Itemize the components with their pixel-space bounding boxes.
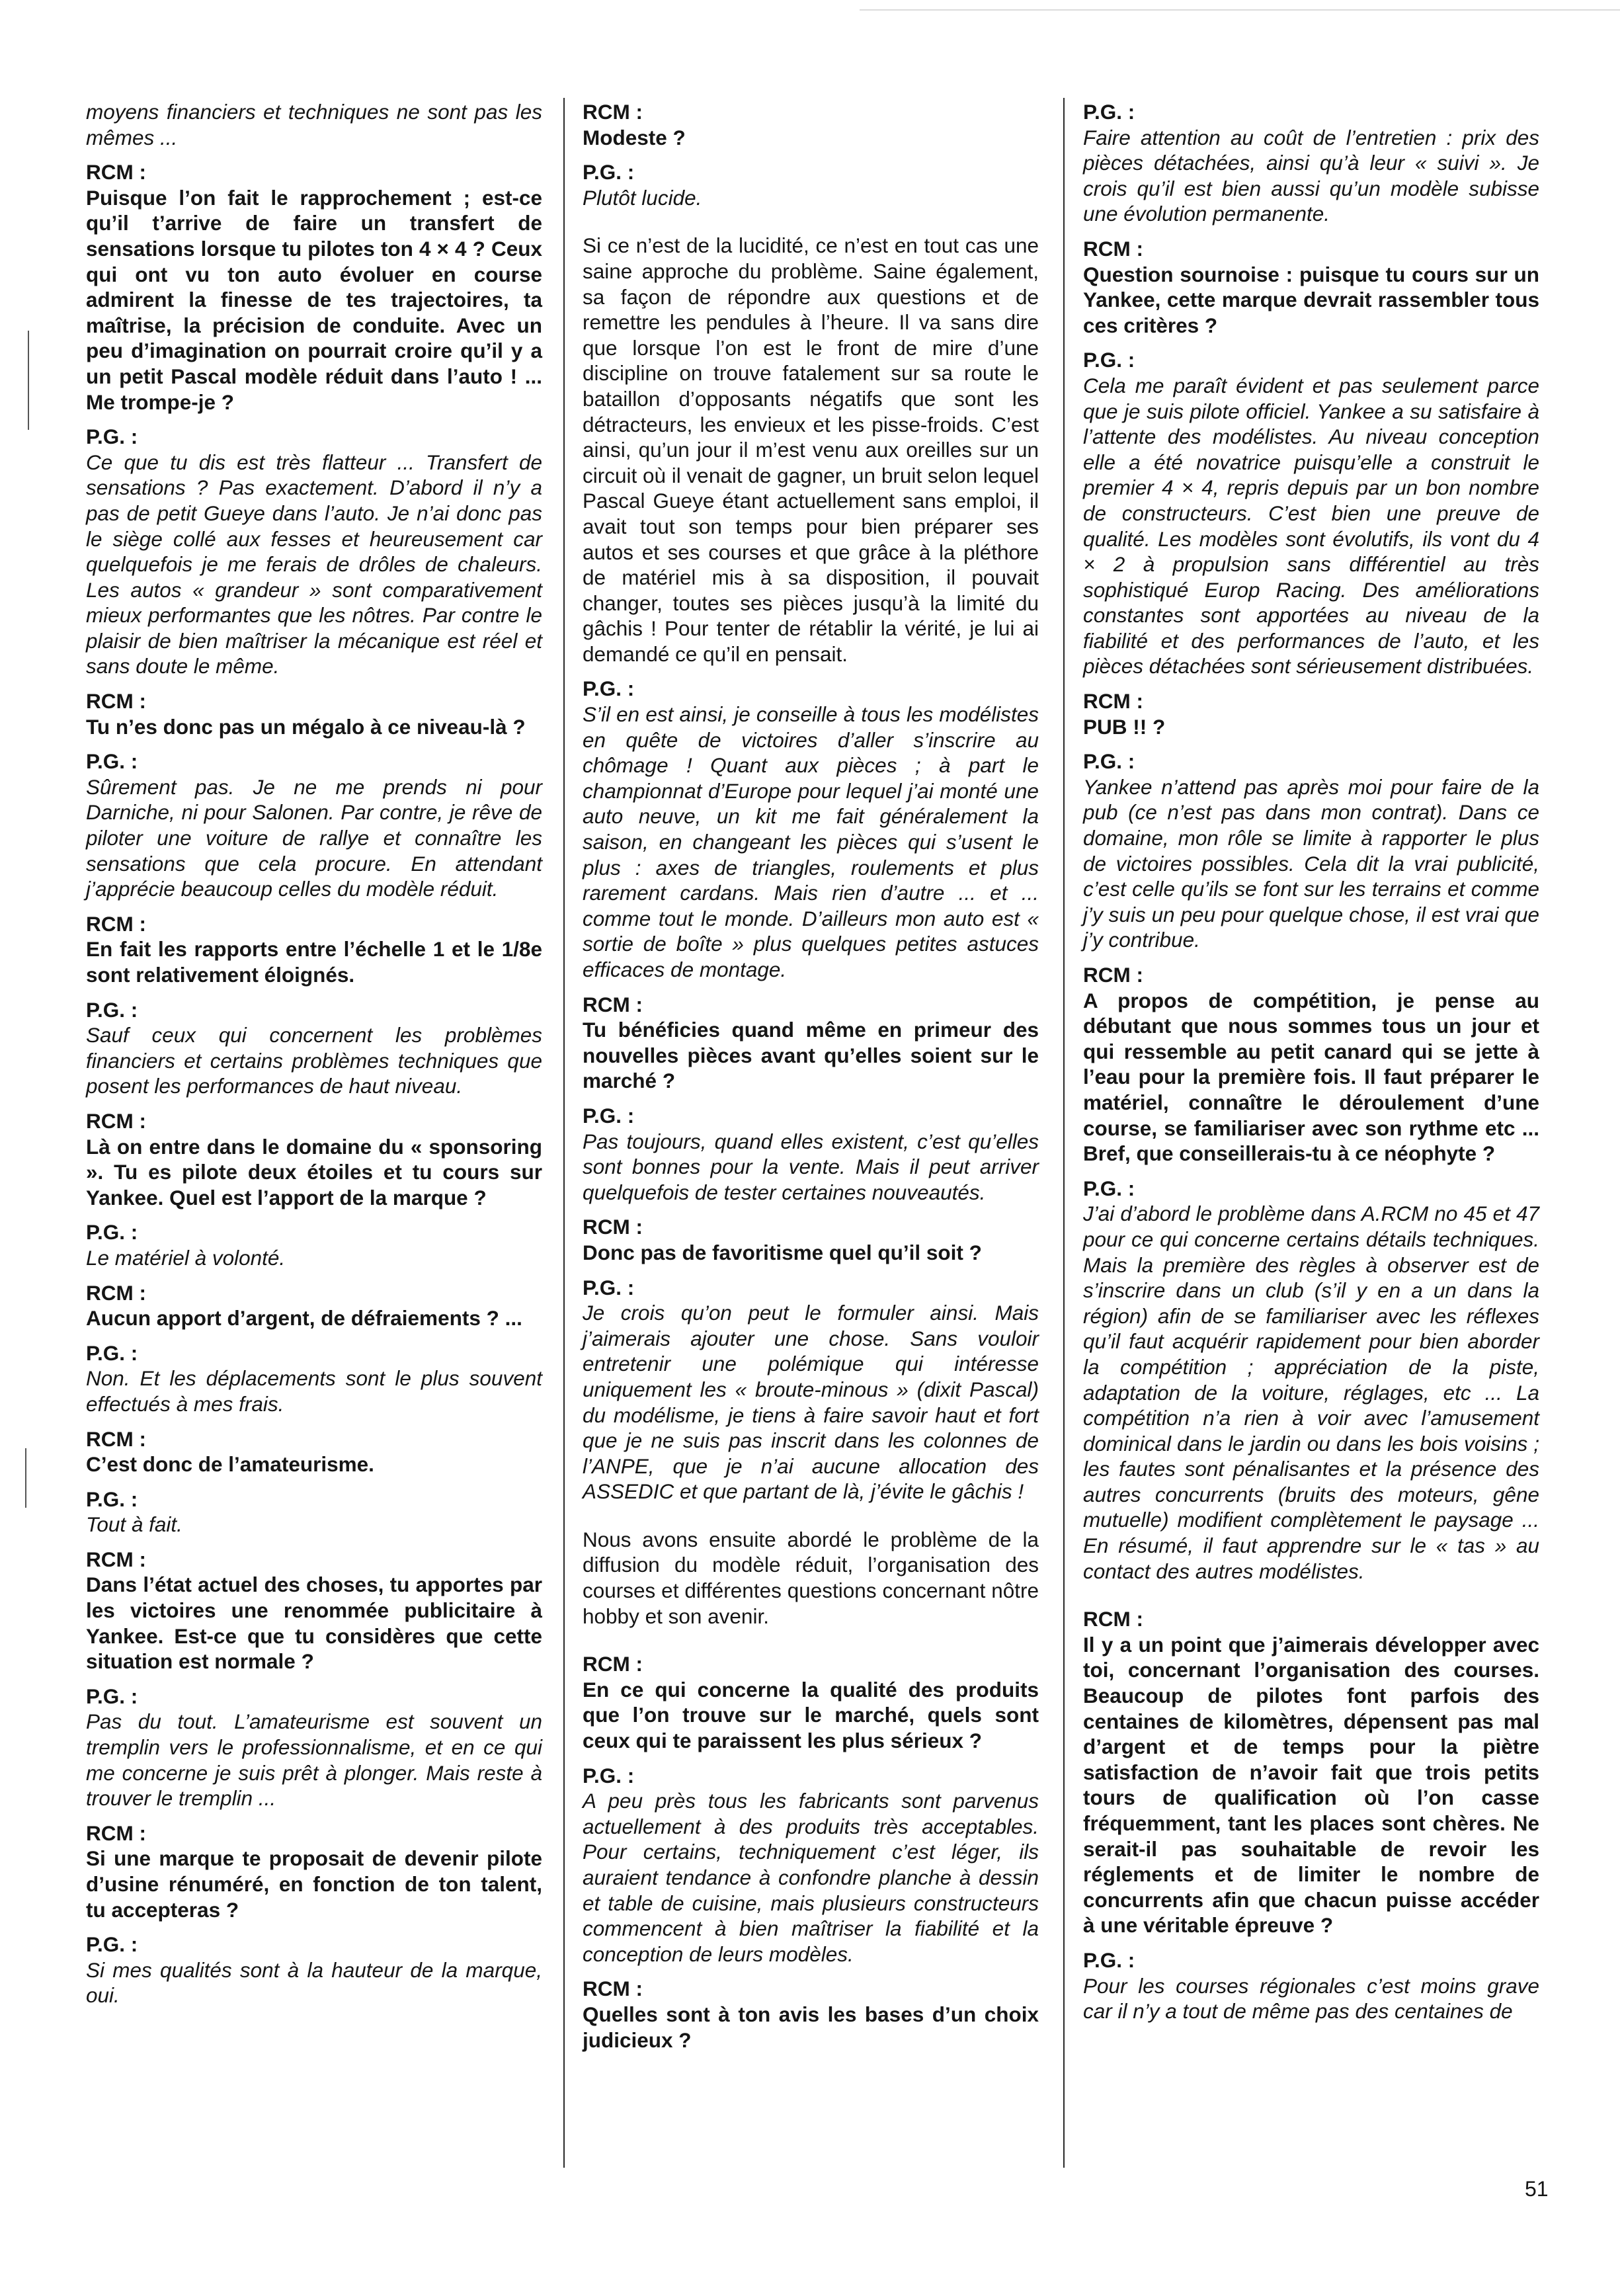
question-text: Donc pas de favoritisme quel qu’il soit ? [583, 1240, 982, 1264]
answer-text: Yankee n’attend pas après moi pour faire de la pub (ce n’est pas dans mon contrat). Dans ce domaine, mon rôle se limite à rapporter le plus de victoires possibles. Cela dit la vrai publicité, c’est celle qu’ils se font sur les terrains et comme j’y suis un peu pour quelque chose, il est vrai que j’y contribue. [1083, 774, 1539, 952]
answer-text: Sauf ceux qui concernent les problèmes financiers et certains problèmes techniques que posent les performances de haut niveau. [86, 1023, 542, 1098]
margin-mark [28, 331, 29, 430]
answer-text: Pour les courses régionales c’est moins grave car il n’y a tout de même pas des centaines de [1083, 1973, 1539, 2024]
top-rule [860, 9, 1620, 11]
question-block [583, 1214, 1039, 1265]
answer-block [86, 1684, 542, 1811]
question-text: Dans l’état actuel des choses, tu apportes par les victoires une renommée publicitaire à Yankee. Est-ce que tu considères que cette situation est normale ? [86, 1573, 542, 1674]
speaker-label: RCM : [86, 1426, 146, 1451]
margin-mark [25, 1448, 26, 1508]
question-block [583, 1976, 1039, 2053]
speaker-label: P.G. : [86, 997, 138, 1022]
column-2 [583, 99, 1039, 2053]
answer-text: S’il en est ainsi, je conseille à tous les modélistes en quête de victoires d’aller s’inscrire au chômage ! Quant aux pièces ; à part le championnat d’Europe pour lequel j’ai monté une auto neuve, un kit me fait généralement la saison, en changeant les pièces qui s’usent le plus : axes de triangles, roulements et plus rarement cardans. Mais rien d’autre ... et ... comme tout le monde. D’ailleurs mon auto est « sortie de boîte » plus quelques petites astuces efficaces de montage. [583, 702, 1039, 981]
answer-text: Cela me paraît évident et pas seulement parce que je suis pilote officiel. Yankee a su satisfaire à l’attente des modélistes. Au niveau conception elle a été novatrice puisqu’elle a construit le premier 4 × 4, repris depuis par un bon nombre de constructeurs. C’est bien une preuve de qualité. Les modèles sont évolutifs, ils vont du 4 × 2 à propulsion sans différentiel au très sophistiqué Europ Racing. Des améliorations constantes sont apportées au niveau de la fiabilité et des performances de l’auto, et les pièces détachées sont sérieusement distribuées. [1083, 373, 1539, 678]
answer-text: Sûrement pas. Je ne me prends ni pour Darniche, ni pour Salonen. Par contre, je rêve de piloter une voiture de rallye et connaître les sensations que cela procure. En attendant j’apprécie beaucoup celles du modèle réduit. [86, 774, 542, 901]
answer-text: Si mes qualités sont à la hauteur de la marque, oui. [86, 1957, 542, 2008]
speaker-label: RCM : [86, 1108, 146, 1133]
question-text: En fait les rapports entre l’échelle 1 et le 1/8e sont relativement éloignés. [86, 937, 542, 987]
narrative-text: Nous avons ensuite abordé le problème de la diffusion du modèle réduit, l’organisation des courses et différentes questions concernant nôtre hobby et son avenir. [583, 1527, 1039, 1628]
speaker-label: P.G. : [86, 425, 138, 449]
speaker-label: P.G. : [1083, 1948, 1135, 1972]
question-text: Si une marque te proposait de devenir pilote d’usine rénuméré, en fonction de ton talent, tu accepteras ? [86, 1846, 542, 1922]
question-block [86, 1426, 542, 1477]
speaker-label: RCM : [583, 100, 643, 124]
question-block [583, 99, 1039, 150]
question-block [86, 911, 542, 988]
speaker-label: RCM : [86, 1547, 146, 1571]
speaker-label: P.G. : [1083, 1176, 1135, 1200]
answer-block [1083, 1176, 1539, 1584]
question-block [86, 1547, 542, 1674]
answer-text: Non. Et les déplacements sont le plus souvent effectués à mes frais. [86, 1366, 542, 1416]
speaker-label: RCM : [1083, 963, 1143, 987]
question-text: Question sournoise : puisque tu cours sur un Yankee, cette marque devrait rassembler tous ces critères ? [1083, 262, 1539, 337]
speaker-label: RCM : [86, 911, 146, 936]
question-text: Tu bénéficies quand même en primeur des nouvelles pièces avant qu’elles soient sur le marché ? [583, 1018, 1039, 1093]
speaker-label: P.G. : [583, 1275, 635, 1299]
speaker-label: P.G. : [583, 676, 635, 701]
answer-block [86, 424, 542, 679]
question-block [1083, 236, 1539, 338]
answer-block [86, 1487, 542, 1538]
narrative-text: Si ce n’est de la lucidité, ce n’est en tout cas une saine approche du problème. Saine également, sa façon de répondre aux questions et de remettre les pendules à l’heure. Il va sans dire que lorsque l’on est le front de mire d’une discipline on trouve fatalement sur sa route le bataillon d’opposants négatifs que sont les détracteurs, les envieux et les pisse-froids. C’est ainsi, qu’un jour il m’est venu aux oreilles sur un circuit où il venait de gagner, un bruit selon lequel Pascal Gueye étant actuellement sans emploi, il avait tout son temps pour bien préparer ses autos et ses courses et que grâce à la pléthore de matériel mis à sa disposition, il pouvait changer, toutes ses pièces jusqu’à la limité du gâchis ! Pour tenter de rétablir la vérité, je lui ai demandé ce qu’il en pensait. [583, 233, 1039, 666]
narrative-paragraph [583, 1527, 1039, 1629]
question-text: Aucun apport d’argent, de défraiements ? ... [86, 1306, 522, 1331]
speaker-label: P.G. : [86, 1487, 138, 1511]
speaker-label: RCM : [583, 1215, 643, 1239]
speaker-label: RCM : [86, 1821, 146, 1845]
answer-block [1083, 99, 1539, 227]
question-block [1083, 688, 1539, 739]
answer-text: A peu près tous les fabricants sont parvenus actuellement à des produits très acceptables. Pour certains, techniquement c’est léger, ils auraient tendance à confondre planche à dessin et table de cuisine, mais plusieurs constructeurs commencent à bien maîtriser la fiabilité et la conception de leurs modèles. [583, 1789, 1039, 1966]
speaker-label: P.G. : [1083, 348, 1135, 372]
speaker-label: RCM : [1083, 236, 1143, 261]
answer-block [86, 1219, 542, 1270]
speaker-label: RCM : [1083, 1607, 1143, 1631]
answer-block [583, 1275, 1039, 1504]
answer-block [583, 159, 1039, 210]
answer-text: Pas toujours, quand elles existent, c’est qu’elles sont bonnes pour la vente. Mais il peut arriver quelquefois de tester certaines nouveautés. [583, 1129, 1039, 1204]
question-block [1083, 1606, 1539, 1938]
answer-text: Pas du tout. L’amateurisme est souvent un tremplin vers le professionnalisme, et en ce qui me concerne je suis prêt à plonger. Mais reste à trouver le tremplin ... [86, 1709, 542, 1811]
question-text: C’est donc de l’amateurisme. [86, 1452, 374, 1477]
speaker-label: P.G. : [86, 1932, 138, 1957]
answer-text: J’ai d’abord le problème dans A.RCM no 45 et 47 pour ce qui concerne certains détails techniques. Mais la première des règles à observer est de s’inscrire dans un club (s’il y en a un dans la région) afin de se familiariser avec les réflexes qu’il faut acquérir rapidement pour bien aborder la compétition ; appréciation de la piste, adaptation de la voiture, réglages, etc ... La compétition n’a rien à voir avec l’amusement dominical dans le jardin ou dans les bois voisins ; les fautes sont pénalisantes et la présence des autres concurrents (bruits des moteurs, gêne mutuelle) modifient complètement le paysage ... En résumé, il faut apprendre sur le « tas » au contact des autres modélistes. [1083, 1202, 1539, 1583]
column-divider [563, 98, 565, 2168]
speaker-label: P.G. : [583, 160, 635, 184]
speaker-label: RCM : [86, 689, 146, 714]
question-block [86, 1108, 542, 1210]
question-text: Puisque l’on fait le rapprochement ; est-ce qu’il t’arrive de faire un transfert de sensations lorsque tu pilotes ton 4 × 4 ? Ceux qui ont vu ton auto évoluer en course admirent la finesse de tes trajectoires, ta maîtrise, la précision de conduite. Avec un peu d’imagination on pourrait croire qu’il y a un petit Pascal modèle réduit dans l’auto ! ... Me trompe-je ? [86, 185, 542, 414]
speaker-label: RCM : [583, 1652, 643, 1676]
question-block [583, 992, 1039, 1094]
question-block [583, 1651, 1039, 1753]
column-1 [86, 99, 542, 2008]
answer-text: moyens financiers et techniques ne sont pas les mêmes ... [86, 100, 542, 149]
answer-text: Le matériel à volonté. [86, 1245, 286, 1270]
speaker-label: P.G. : [583, 1763, 635, 1787]
answer-block [583, 1103, 1039, 1205]
speaker-label: RCM : [86, 160, 146, 184]
speaker-label: P.G. : [86, 749, 138, 774]
question-block [86, 1280, 542, 1331]
speaker-label: P.G. : [1083, 749, 1135, 774]
column-3 [1083, 99, 1539, 2024]
question-text: En ce qui concerne la qualité des produits que l’on trouve sur le marché, quels sont ceux qui te paraissent les plus sérieux ? [583, 1677, 1039, 1753]
answer-text: Je crois qu’on peut le formuler ainsi. Mais j’aimerais ajouter une chose. Sans vouloir entretenir une polémique qui intéresse uniquement les « broute-minous » (dixit Pascal) du modélisme, je tiens à faire savoir haut et fort que je ne suis pas inscrit dans les colonnes de l’ANPE, que je n’ai aucune allocation des ASSEDIC et que partant de là, j’évite le gâchis ! [583, 1301, 1039, 1504]
question-text: Quelles sont à ton avis les bases d’un choix judicieux ? [583, 2002, 1039, 2052]
answer-block [583, 1763, 1039, 1967]
question-block [86, 1821, 542, 1922]
answer-block [86, 749, 542, 902]
question-text: Il y a un point que j’aimerais développer avec toi, concernant l’organisation des courses. Beaucoup de pilotes font parfois des centaines de kilomètres, dépensent pas mal d’argent et de temps pour la piètre satisfaction de n’avoir fait que trois petits tours de qualification où l’on casse fréquemment, tant les places sont chères. Ne serait-il pas souhaitable de revoir les réglements et de limiter le nombre de concurrents afin que chacun puisse accéder à une véritable épreuve ? [1083, 1632, 1539, 1938]
answer-text: Ce que tu dis est très flatteur ... Transfert de sensations ? Pas exactement. D’abord il n’y a pas de petit Gueye dans l’auto. Je n’ai donc pas le siège collé aux fesses et heureusement car quelquefois je me ferais de drôles de chaleurs. Les autos « grandeur » sont comparativement mieux performantes que les nôtres. Par contre le plaisir de bien maîtriser la mécanique est réel et sans doute le même. [86, 450, 542, 678]
answer-block [86, 997, 542, 1099]
speaker-label: P.G. : [86, 1684, 138, 1708]
speaker-label: P.G. : [86, 1340, 138, 1365]
speaker-label: P.G. : [583, 1103, 635, 1128]
answer-block [1083, 1948, 1539, 2024]
question-text: Modeste ? [583, 125, 686, 149]
narrative-paragraph [583, 233, 1039, 667]
question-text: Là on entre dans le domaine du « sponsoring ». Tu es pilote deux étoiles et tu cours sur Yankee. Quel est l’apport de la marque ? [86, 1134, 542, 1210]
question-text: A propos de compétition, je pense au débutant que nous sommes tous un jour et qui ressemble au petit canard qui se jette à l’eau pour la première fois. Il faut préparer le matériel, connaître le déroulement d’une course, se familiariser avec son rythme etc ... Bref, que conseillerais-tu à ce néophyte ? [1083, 988, 1539, 1166]
answer-block [86, 1932, 542, 2008]
column-divider [1063, 98, 1065, 2168]
answer-block [86, 1340, 542, 1417]
answer-block [86, 99, 542, 150]
speaker-label: RCM : [86, 1280, 146, 1305]
answer-block [1083, 749, 1539, 953]
page-number: 51 [1525, 2177, 1549, 2201]
speaker-label: P.G. : [86, 1220, 138, 1245]
answer-block [1083, 347, 1539, 679]
speaker-label: RCM : [1083, 689, 1143, 714]
speaker-label: RCM : [583, 1977, 643, 2001]
speaker-label: P.G. : [1083, 100, 1135, 124]
question-text: PUB !! ? [1083, 714, 1166, 739]
question-text: Tu n’es donc pas un mégalo à ce niveau-là ? [86, 714, 526, 739]
answer-text: Tout à fait. [86, 1512, 182, 1537]
question-block [1083, 962, 1539, 1167]
question-block [86, 688, 542, 739]
answer-block [583, 676, 1039, 982]
answer-text: Faire attention au coût de l’entretien : prix des pièces détachées, ainsi qu’à leur « suivi ». Je crois qu’il est bien aussi qu’un modèle subisse une évolution permanente. [1083, 125, 1539, 226]
question-block [86, 159, 542, 415]
speaker-label: RCM : [583, 992, 643, 1016]
answer-text: Plutôt lucide. [583, 185, 702, 210]
